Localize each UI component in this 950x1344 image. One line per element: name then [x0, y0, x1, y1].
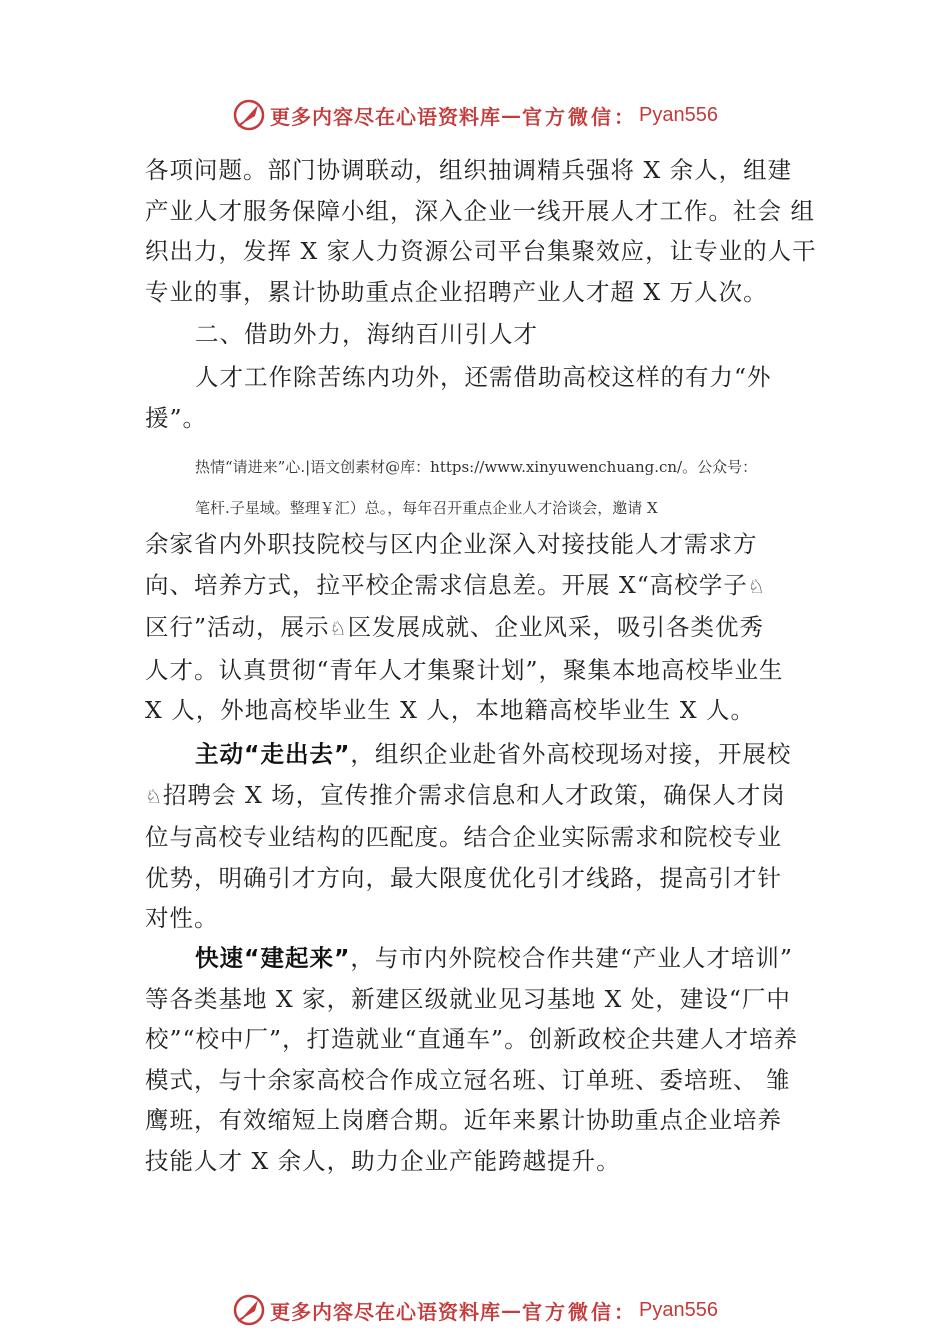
paragraph-3 [145, 524, 835, 731]
paragraph-3-line: 余家省内外职技院校与区内企业深入对接技能人才需求方 [145, 530, 758, 558]
paragraph-5-line: 校”“校中厂”，打造就业“直通车”。创新政校企共建人才培养 [145, 1025, 799, 1053]
paragraph-2 [145, 357, 835, 438]
banner-dash: — [501, 103, 523, 127]
paragraph-1-line: 织出力，发挥 X 家人力资源公司平台集聚效应，让专业的人干 [145, 237, 817, 265]
banner-wechat-id: Pyan556 [639, 103, 718, 126]
source-note-line: 热情“请进来”心.|语文创素材@库：https://www.xinyuwenchuang.cn/。公众号： [195, 458, 758, 476]
paragraph-4-text: 招聘会 X 场，宣传推介需求信息和人才政策，确保人才岗 [163, 780, 786, 809]
banner-text: 更多内容尽在心语资料库 [270, 1299, 502, 1324]
paragraph-5-line: 等各类基地 X 家，新建区级就业见习基地 X 处，建设“厂中 [145, 984, 791, 1013]
footer-banner [0, 1290, 950, 1330]
paragraph-4-lead: 主动“走出去” [195, 740, 351, 768]
paragraph-5-text: ，与市内外院校合作共建“产业人才培训” [350, 944, 793, 972]
banner-official: 官方微信： [522, 104, 638, 129]
header-banner [0, 95, 950, 135]
paragraph-5-line [145, 938, 835, 979]
paragraph-3-line: 人才。认真贯彻“青年人才集聚计划”，聚集本地高校毕业生 [145, 655, 784, 684]
paragraph-3-text: 向、培养方式，拉平校企需求信息差。开展 X“高校学子 [145, 570, 748, 599]
paragraph-1-line: 各项问题。部门协调联动，组织抽调精兵强将 X 余人，组建 [145, 156, 793, 184]
paragraph-3-text: 区发展成就、企业风采，吸引各类优秀 [347, 613, 765, 641]
paragraph-3-line: X 人，外地高校毕业生 X 人，本地籍高校毕业生 X 人。 [145, 696, 756, 724]
paragraph-5-lead: 快速“建起来” [195, 944, 351, 972]
section-heading [195, 314, 885, 355]
paragraph-1-line: 产业人才服务保障小组，深入企业一线开展人才工作。社会 组 [145, 196, 815, 225]
missing-glyph-icon: ♘ [145, 785, 164, 808]
missing-glyph-icon: ♘ [329, 618, 348, 640]
paragraph-5-line: 模式，与十余家高校合作成立冠名班、订单班、委培班、 雏 [145, 1065, 791, 1094]
paragraph-4-line [145, 734, 835, 775]
banner-dash: — [501, 1298, 523, 1322]
paragraph-2-line: 援”。 [145, 403, 208, 432]
paragraph-4-line [145, 775, 835, 818]
paragraph-3-line [145, 607, 835, 650]
paragraph-2-line: 人才工作除苦练内功外，还需借助高校这样的有力“外 [195, 363, 772, 391]
source-note-line: 笔杆.子星域。整理￥汇）总。，每年召开重点企业人才洽谈会，邀请 X [195, 499, 658, 517]
paragraph-4-text: ，组织企业赴省外高校现场对接，开展校 [350, 740, 792, 768]
banner-wechat-id: Pyan556 [639, 1298, 718, 1321]
paragraph-4 [145, 734, 835, 939]
banner-text: 更多内容尽在心语资料库 [270, 104, 502, 129]
paragraph-5 [145, 938, 835, 1181]
paragraph-4-line: 对性。 [145, 904, 219, 932]
paragraph-5-line: 鹰班，有效缩短上岗磨合期。近年来累计协助重点企业培养 [145, 1106, 782, 1134]
paragraph-4-line: 位与高校专业结构的匹配度。结合企业实际需求和院校专业 [145, 823, 782, 851]
paragraph-5-line: 技能人才 X 余人，助力企业产能跨越提升。 [145, 1146, 621, 1175]
missing-glyph-icon: ♘ [747, 575, 766, 598]
paragraph-4-line: 优势，明确引才方向，最大限度优化引才线路，提高引才针 [145, 863, 782, 892]
quill-logo-icon [232, 98, 266, 132]
quill-logo-icon [232, 1293, 266, 1327]
banner-official: 官方微信： [522, 1299, 638, 1324]
paragraph-1 [145, 150, 835, 312]
paragraph-3-line [145, 565, 835, 608]
paragraph-1-line: 专业的事，累计协助重点企业招聘产业人才超 X 万人次。 [145, 277, 768, 306]
paragraph-3-text: 区行”活动，展示 [145, 613, 330, 641]
section-heading-text: 二、借助外力，海纳百川引人才 [195, 320, 538, 348]
